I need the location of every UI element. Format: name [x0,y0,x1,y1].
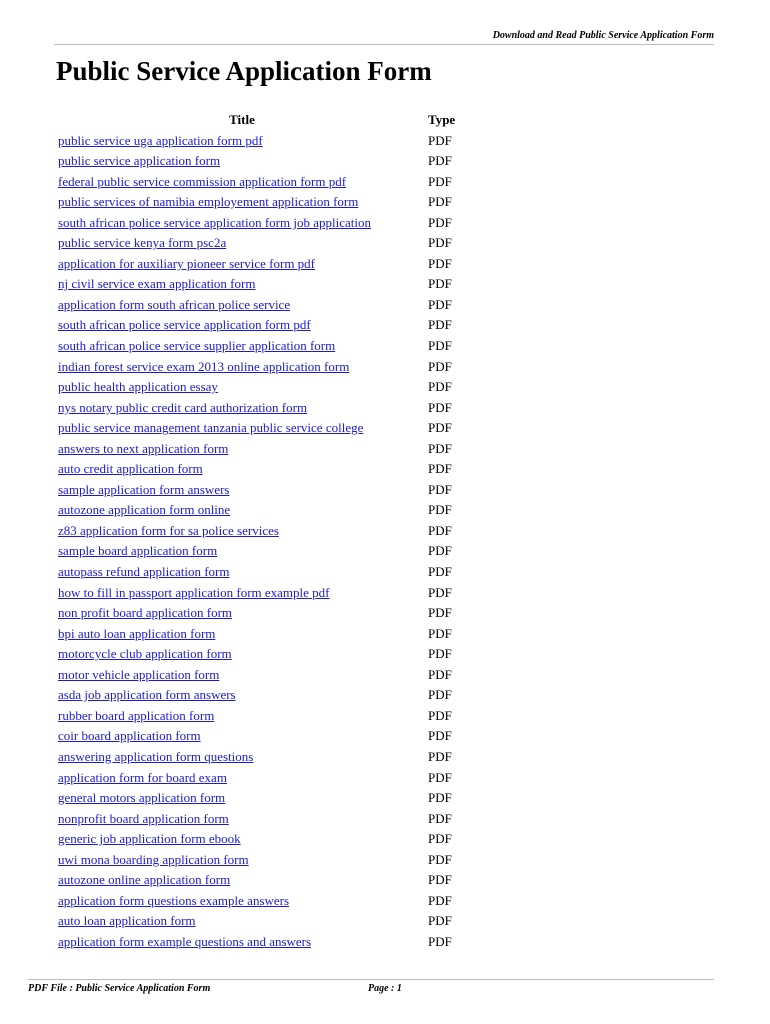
row-type-cell: PDF [428,666,452,682]
table-row [56,768,488,789]
row-title-cell [56,706,428,727]
document-link[interactable]: federal public service commission application form pdf [58,173,347,189]
row-title-cell [56,726,428,747]
table-row [56,541,488,562]
row-title-cell [56,747,428,768]
row-title-cell [56,541,428,562]
document-link[interactable]: public service application form [58,153,221,169]
row-title-cell [56,932,428,953]
row-type-cell: PDF [428,605,452,621]
row-title-cell [56,583,428,604]
row-title-cell [56,911,428,932]
document-link[interactable]: autozone online application form [58,872,231,888]
row-title-cell [56,274,428,295]
row-title-cell [56,788,428,809]
row-title-cell [56,418,428,439]
document-link[interactable]: application form questions example answers [58,892,290,908]
document-link[interactable]: coir board application form [58,728,201,744]
table-row [56,829,488,850]
row-title-cell [56,151,428,172]
row-type-cell: PDF [428,564,452,580]
header-note: Download and Read Public Service Application Form [492,30,714,41]
table-row [56,500,488,521]
table-row [56,911,488,932]
table-row [56,336,488,357]
row-type-cell: PDF [428,132,452,148]
row-type-cell: PDF [428,790,452,806]
document-link[interactable]: answers to next application form [58,440,229,456]
row-title-cell [56,603,428,624]
document-link[interactable]: answering application form questions [58,748,254,764]
document-link[interactable]: asda job application form answers [58,687,236,703]
row-type-cell: PDF [428,769,452,785]
row-title-cell [56,665,428,686]
table-row [56,192,488,213]
row-type-cell: PDF [428,440,452,456]
row-type-cell: PDF [428,379,452,395]
table-row [56,295,488,316]
table-row [56,870,488,891]
table-row [56,480,488,501]
row-type-cell: PDF [428,338,452,354]
row-title-cell [56,850,428,871]
document-link[interactable]: non profit board application form [58,605,233,621]
row-title-cell [56,254,428,275]
row-title-cell [56,500,428,521]
document-link[interactable]: indian forest service exam 2013 online application form [58,358,350,374]
row-type-cell: PDF [428,276,452,292]
table-row [56,624,488,645]
table-row [56,583,488,604]
table-header-row [56,110,488,131]
document-link[interactable]: how to fill in passport application form example pdf [58,584,330,600]
row-title-cell [56,768,428,789]
row-title-cell [56,891,428,912]
row-title-cell [56,398,428,419]
row-title-cell [56,213,428,234]
row-title-cell [56,870,428,891]
column-header-title: Title [229,112,255,127]
document-link[interactable]: motorcycle club application form [58,646,232,662]
table-row [56,172,488,193]
row-title-cell [56,459,428,480]
row-type-cell: PDF [428,851,452,867]
document-link[interactable]: public service kenya form psc2a [58,235,227,251]
table-row [56,747,488,768]
row-title-cell [56,192,428,213]
table-row [56,932,488,953]
document-link[interactable]: rubber board application form [58,707,215,723]
table-row [56,685,488,706]
document-link[interactable]: south african police service supplier application form [58,338,336,354]
row-type-cell: PDF [428,707,452,723]
row-type-cell: PDF [428,831,452,847]
document-link[interactable]: nonprofit board application form [58,810,229,826]
footer-divider [28,979,714,980]
document-link[interactable]: public service uga application form pdf [58,132,263,148]
page-title: Public Service Application Form [56,56,432,86]
table-row [56,151,488,172]
row-type-cell: PDF [428,317,452,333]
row-type-cell: PDF [428,728,452,744]
table-row [56,459,488,480]
table-row [56,726,488,747]
row-title-cell [56,377,428,398]
row-type-cell: PDF [428,584,452,600]
header-divider [54,44,714,45]
row-title-cell [56,809,428,830]
document-link[interactable]: south african police service application form job application [58,214,371,230]
row-type-cell: PDF [428,296,452,312]
table-row [56,562,488,583]
document-link[interactable]: sample application form answers [58,481,230,497]
document-link[interactable]: south african police service application form pdf [58,317,311,333]
row-title-cell [56,562,428,583]
row-type-cell: PDF [428,420,452,436]
row-type-cell: PDF [428,481,452,497]
table-row [56,439,488,460]
row-title-cell [56,295,428,316]
document-link[interactable]: public service management tanzania public service college [58,420,364,436]
table-row [56,131,488,152]
row-type-cell: PDF [428,625,452,641]
document-link[interactable]: auto loan application form [58,913,196,929]
document-link[interactable]: nj civil service exam application form [58,276,256,292]
row-type-cell: PDF [428,235,452,251]
row-title-cell [56,685,428,706]
table-row [56,809,488,830]
column-header-type: Type [428,112,456,127]
table-row [56,603,488,624]
document-link[interactable]: nys notary public credit card authorization form [58,399,308,415]
document-link[interactable]: bpi auto loan application form [58,625,216,641]
row-type-cell: PDF [428,646,452,662]
table-row [56,213,488,234]
table-row [56,891,488,912]
document-link[interactable]: uwi mona boarding application form [58,851,249,867]
row-title-cell [56,829,428,850]
row-type-cell: PDF [428,810,452,826]
row-type-cell: PDF [428,194,452,210]
row-title-cell [56,357,428,378]
row-title-cell [56,131,428,152]
table-row [56,357,488,378]
table-row [56,706,488,727]
document-link[interactable]: public health application essay [58,379,218,395]
document-link[interactable]: application form south african police service [58,296,291,312]
row-title-cell [56,233,428,254]
row-type-cell: PDF [428,913,452,929]
row-type-cell: PDF [428,153,452,169]
row-type-cell: PDF [428,461,452,477]
table-row [56,850,488,871]
document-link[interactable]: auto credit application form [58,461,203,477]
row-type-cell: PDF [428,358,452,374]
document-table [56,110,488,952]
document-link[interactable]: autopass refund application form [58,564,230,580]
table-row [56,665,488,686]
row-type-cell: PDF [428,543,452,559]
table-row [56,315,488,336]
footer-file-label: PDF File : Public Service Application Form [28,983,211,994]
table-row [56,644,488,665]
table-row [56,788,488,809]
table-row [56,398,488,419]
document-link[interactable]: application form for board exam [58,769,227,785]
row-type-cell: PDF [428,214,452,230]
document-link[interactable]: sample board application form [58,543,218,559]
document-link[interactable]: generic job application form ebook [58,831,241,847]
document-link[interactable]: autozone application form online [58,502,231,518]
row-type-cell: PDF [428,522,452,538]
row-title-cell [56,644,428,665]
footer-page-label: Page : 1 [368,983,402,994]
document-link[interactable]: general motors application form [58,790,226,806]
row-type-cell: PDF [428,399,452,415]
row-title-cell [56,624,428,645]
row-type-cell: PDF [428,748,452,764]
table-row [56,233,488,254]
row-type-cell: PDF [428,892,452,908]
table-row [56,418,488,439]
table-body [56,131,488,953]
row-title-cell [56,480,428,501]
document-link[interactable]: z83 application form for sa police services [58,522,279,538]
row-type-cell: PDF [428,687,452,703]
row-type-cell: PDF [428,255,452,271]
table-row [56,274,488,295]
document-link[interactable]: application form example questions and answers [58,933,312,949]
row-type-cell: PDF [428,872,452,888]
table-row [56,254,488,275]
row-type-cell: PDF [428,173,452,189]
document-link[interactable]: public services of namibia employement application form [58,194,359,210]
row-title-cell [56,172,428,193]
row-title-cell [56,336,428,357]
row-title-cell [56,439,428,460]
row-title-cell [56,315,428,336]
document-link[interactable]: motor vehicle application form [58,666,220,682]
document-link[interactable]: application for auxiliary pioneer service form pdf [58,255,316,271]
table-row [56,521,488,542]
row-title-cell [56,521,428,542]
row-type-cell: PDF [428,502,452,518]
table-row [56,377,488,398]
row-type-cell: PDF [428,933,452,949]
